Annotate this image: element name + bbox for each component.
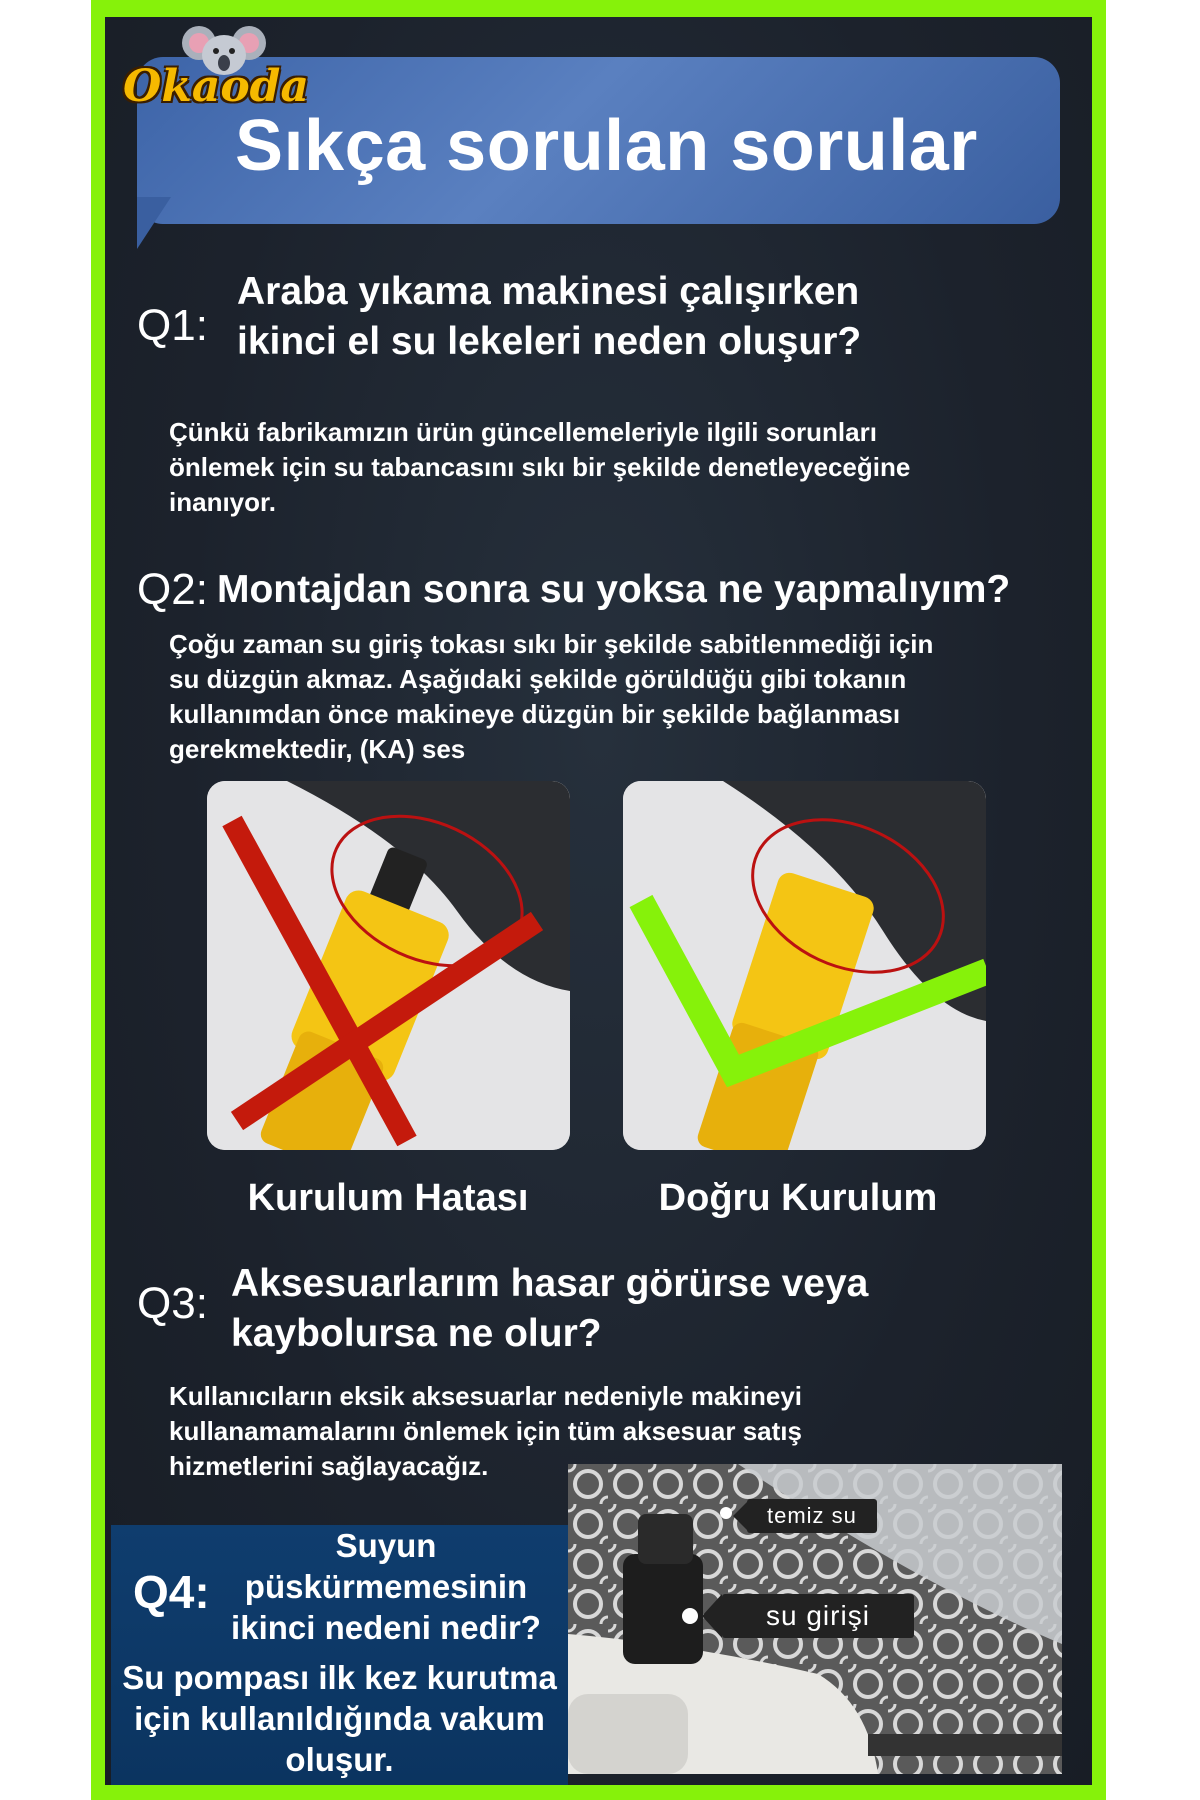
page-title: Sıkça sorulan sorular <box>235 106 978 186</box>
wrong-install-image <box>207 781 570 1150</box>
q2-answer-line: kullanımdan önce makineye düzgün bir şekilde bağlanması <box>169 699 901 729</box>
title-banner-tail <box>137 197 171 249</box>
pump-inlet-photo <box>568 1464 1062 1774</box>
q2-answer <box>169 627 933 767</box>
q2-answer-line: gerekmektedir, (KA) ses <box>169 734 466 764</box>
water-inlet-marker-icon <box>682 1608 698 1624</box>
q2-question <box>217 565 1010 615</box>
q3-label: Q3: <box>137 1279 208 1328</box>
q2-answer-line: su düzgün akmaz. Aşağıdaki şekilde görüldüğü gibi tokanın <box>169 664 907 694</box>
q4-question-line: ikinci nedeni nedir? <box>231 1609 541 1646</box>
q1-question <box>237 267 861 367</box>
correct-install-caption: Doğru Kurulum <box>658 1177 938 1219</box>
water-inlet-label <box>702 1594 914 1638</box>
q4-question <box>211 1525 561 1648</box>
clean-water-label <box>733 1499 877 1533</box>
q3-question <box>231 1259 868 1359</box>
brand-logo <box>119 21 319 121</box>
q1-answer <box>169 415 910 520</box>
q2-label: Q2: <box>137 565 208 614</box>
q3-question-line: kaybolursa ne olur? <box>231 1312 602 1355</box>
q2-question-line: Montajdan sonra su yoksa ne yapmalıyım? <box>217 568 1011 611</box>
logo-text: Okaoda <box>123 61 309 112</box>
q1-answer-line: inanıyor. <box>169 487 276 517</box>
clean-water-marker-icon <box>720 1507 732 1519</box>
q4-question-line: Suyun <box>335 1527 437 1564</box>
q4-block <box>111 1525 568 1785</box>
q4-answer-line: için kullanıldığında vakum <box>134 1700 545 1737</box>
q1-question-line: ikinci el su lekeleri neden oluşur? <box>237 320 862 363</box>
correct-install-image <box>623 781 986 1150</box>
q1-question-line: Araba yıkama makinesi çalışırken <box>237 270 860 313</box>
clean-water-text: temiz su <box>747 1499 877 1533</box>
q4-answer-line: Su pompası ilk kez kurutma <box>122 1659 557 1696</box>
q3-answer-line: kullanamamalarını önlemek için tüm aksesuar satış <box>169 1416 802 1446</box>
pointer-arrow-icon <box>733 1502 747 1530</box>
q4-question-line: püskürmemesinin <box>244 1568 528 1605</box>
q1-answer-line: önlemek için su tabancasını sıkı bir şekilde denetleyeceğine <box>169 452 911 482</box>
water-inlet-text: su girişi <box>722 1594 914 1638</box>
q3-answer-line: hizmetlerini sağlayacağız. <box>169 1451 489 1481</box>
wrong-install-caption: Kurulum Hatası <box>247 1177 529 1219</box>
q2-answer-line: Çoğu zaman su giriş tokası sıkı bir şekilde sabitlenmediği için <box>169 629 934 659</box>
q3-question-line: Aksesuarlarım hasar görürse veya <box>231 1262 869 1305</box>
pointer-arrow-icon <box>702 1594 722 1638</box>
faq-panel <box>105 17 1092 1785</box>
q3-answer-line: Kullanıcıların eksik aksesuarlar nedeniyle makineyi <box>169 1381 803 1411</box>
q4-label: Q4: <box>133 1566 210 1618</box>
q1-label: Q1: <box>137 301 208 350</box>
q4-answer-line: oluşur. <box>285 1741 394 1778</box>
q4-answer <box>111 1657 568 1780</box>
q1-answer-line: Çünkü fabrikamızın ürün güncellemeleriyle ilgili sorunları <box>169 417 877 447</box>
